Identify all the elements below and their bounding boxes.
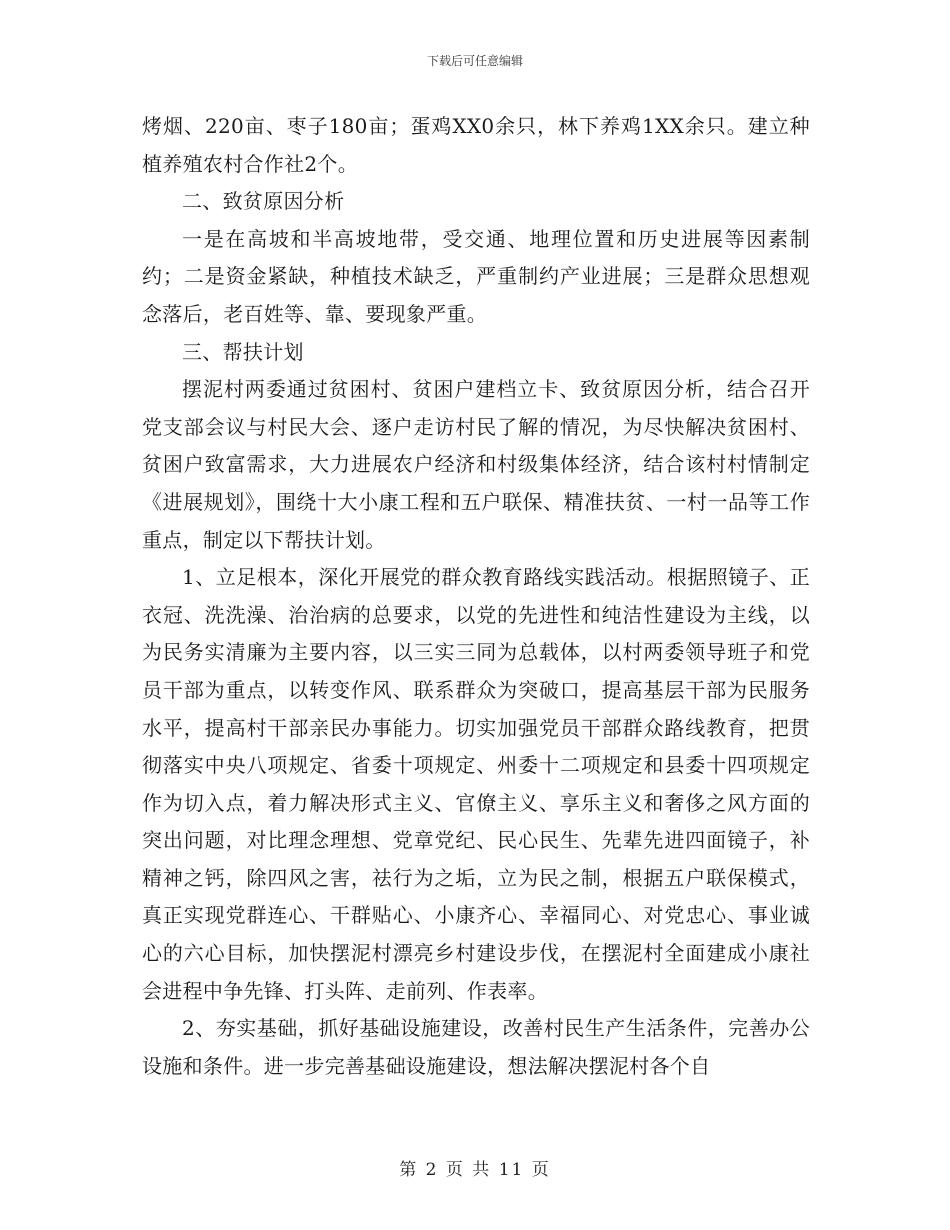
paragraph-plan-item-1: 1、立足根本，深化开展党的群众教育路线实践活动。根据照镜子、正衣冠、洗洗澡、治治病的总要求，以党的先进性和纯洁性建设为主线，以为民务实清廉为主要内容，以三实三同为总载体，以村两委领导班子和党员干部为重点，以转变作风、联系群众为突破口，提高基层干部为民服务水平，提高村干部亲民办事能力。切实加强党员干部群众路线教育，把贯彻落实中央八项规定、省委十项规定、州委十二项规定和县委十四项规定作为切入点，着力解决形式主义、官僚主义、享乐主义和奢侈之风方面的突出问题，对比理念理想、党章党纪、民心民生、先辈先进四面镜子，补精神之钙，除四风之害，祛行为之垢，立为民之制，根据五户联保模式，真正实现党群连心、干群贴心、小康齐心、幸福同心、对党忠心、事业诚心的六心目标，加快摆泥村漂亮乡村建设步伐，在摆泥村全面建成小康社会进程中争先锋、打头阵、走前列、作表率。 xyxy=(142,565,810,1003)
document-body xyxy=(142,108,810,1085)
section-heading-causes: 二、致贫原因分析 xyxy=(182,189,345,214)
paragraph-plan-item-2: 2、夯实基础，抓好基础设施建设，改善村民生产生活条件，完善办公设施和条件。进一步完善基础设施建设，想法解决摆泥村各个自 xyxy=(142,1016,810,1078)
paragraph-plan-intro: 摆泥村两委通过贫困村、贫困户建档立卡、致贫原因分析，结合召开党支部会议与村民大会、逐户走访村民了解的情况，为尽快解决贫困村、贫困户致富需求，大力进展农户经济和村级集体经济，结合该村村情制定《进展规划》，围绕十大小康工程和五户联保、精准扶贫、一村一品等工作重点，制定以下帮扶计划。 xyxy=(142,377,810,552)
page-header: 下载后可任意编辑 xyxy=(426,54,523,68)
paragraph-continued: 烤烟、220亩、枣子180亩；蛋鸡XX0余只，林下养鸡1XX余只。建立种植养殖农村合作社2个。 xyxy=(142,114,810,176)
paragraph-causes: 一是在高坡和半高坡地带，受交通、地理位置和历史进展等因素制约；二是资金紧缺，种植技术缺乏，严重制约产业进展；三是群众思想观念落后，老百姓等、靠、要现象严重。 xyxy=(142,226,810,326)
page-footer: 第 2 页 共 11 页 xyxy=(399,1160,551,1180)
section-heading-plan: 三、帮扶计划 xyxy=(182,339,304,364)
